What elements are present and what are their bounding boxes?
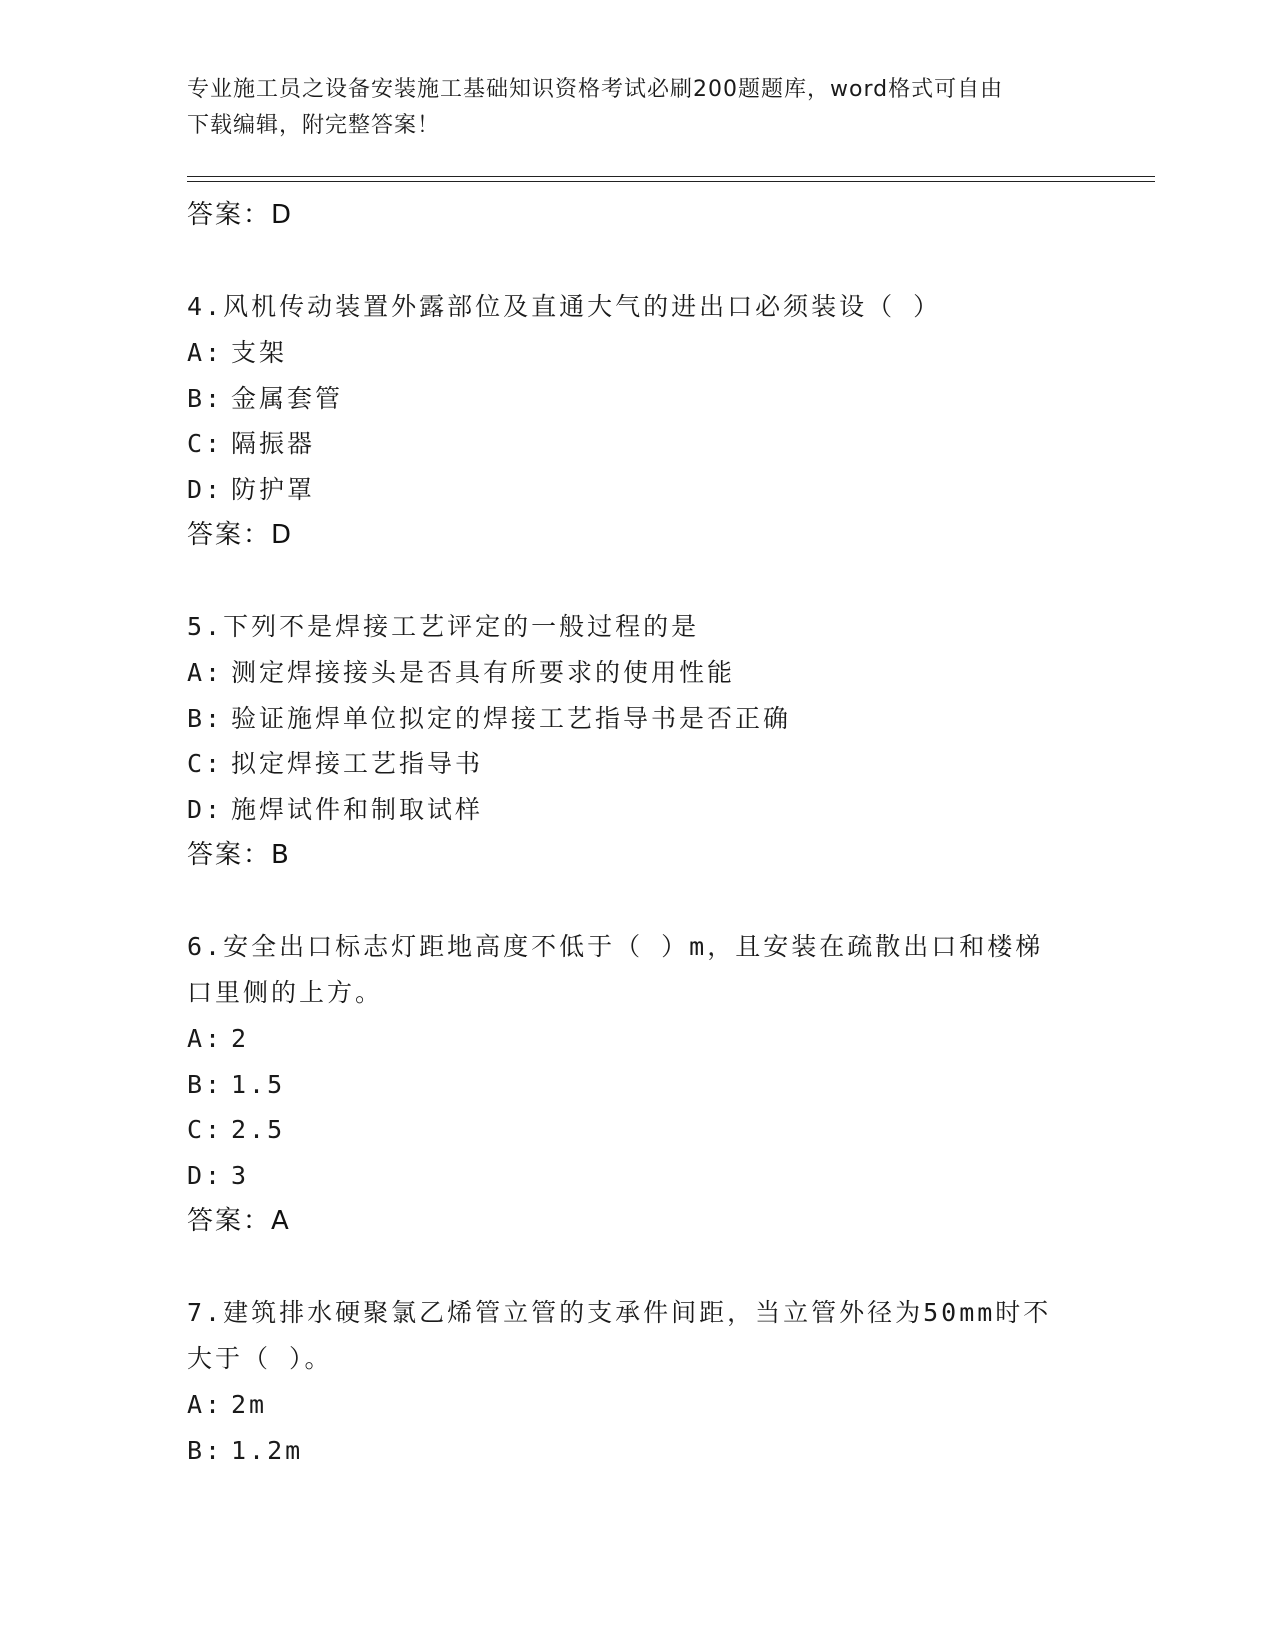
option-b [187,376,1087,422]
option-letter: A: [187,1390,224,1419]
header-divider-top [187,176,1155,177]
option-text: 施焊试件和制取试样 [231,794,484,824]
question-block [187,604,1087,878]
option-text: 1.5 [231,1069,286,1099]
document-header [187,72,1067,144]
question-block [187,284,1087,558]
question-text: 5.下列不是焊接工艺评定的一般过程的是 [187,612,700,641]
question-text-continued: 口里侧的上方。 [187,978,384,1007]
option-b [187,696,1087,742]
question-list [187,192,1087,1473]
spacer [187,238,1087,284]
header-divider-bottom [187,181,1155,182]
option-letter: B: [187,1069,224,1099]
option-text: 隔振器 [231,429,316,458]
option-letter: A: [187,338,224,367]
option-letter: B: [187,703,224,733]
option-b [187,1428,1087,1474]
option-text: 拟定焊接工艺指导书 [231,749,484,778]
option-text: 2m [231,1390,268,1419]
option-text: 1.2m [231,1435,304,1465]
header-line-2: 下载编辑，附完整答案！ [187,113,441,138]
option-d [187,467,1087,513]
question-text: 7.建筑排水硬聚氯乙烯管立管的支承件间距，当立管外径为50mm时不 [187,1298,1052,1327]
option-letter: C: [187,1115,224,1144]
option-text: 2 [231,1024,250,1053]
option-a [187,330,1087,376]
option-a [187,650,1087,696]
question-text-continued: 大于（ ）。 [187,1344,333,1373]
spacer [187,878,1087,924]
option-letter: A: [187,658,224,687]
option-letter: C: [187,429,224,458]
spacer [187,558,1087,604]
option-letter: C: [187,749,224,778]
question-text: 4.风机传动装置外露部位及直通大气的进出口必须装设（ ） [187,292,942,321]
option-text: 2.5 [231,1115,286,1144]
option-letter: D: [187,794,224,824]
option-text: 防护罩 [231,474,316,504]
option-letter: D: [187,474,224,504]
question-block [187,1290,1087,1473]
option-letter: B: [187,1435,224,1465]
spacer [187,1244,1087,1290]
answer-line: 答案：D [187,520,294,550]
option-text: 3 [231,1160,250,1190]
option-text: 支架 [231,338,288,367]
option-b [187,1062,1087,1108]
option-letter: A: [187,1024,224,1053]
option-d [187,787,1087,833]
option-letter: B: [187,383,224,413]
option-c [187,421,1087,467]
question-text: 6.安全出口标志灯距地高度不低于（ ）m，且安装在疏散出口和楼梯 [187,932,1044,961]
option-text: 金属套管 [231,383,344,413]
option-text: 测定焊接接头是否具有所要求的使用性能 [231,658,736,687]
answer-line: 答案：B [187,840,291,870]
answer-line: 答案：D [187,200,294,230]
option-c [187,741,1087,787]
option-a [187,1382,1087,1428]
question-block [187,924,1087,1244]
option-text: 验证施焊单位拟定的焊接工艺指导书是否正确 [231,703,792,733]
option-letter: D: [187,1160,224,1190]
option-c [187,1107,1087,1153]
option-d [187,1153,1087,1199]
option-a [187,1016,1087,1062]
answer-line: 答案：A [187,1206,291,1236]
header-line-1: 专业施工员之设备安装施工基础知识资格考试必刷200题题库，word格式可自由 [187,77,1004,102]
